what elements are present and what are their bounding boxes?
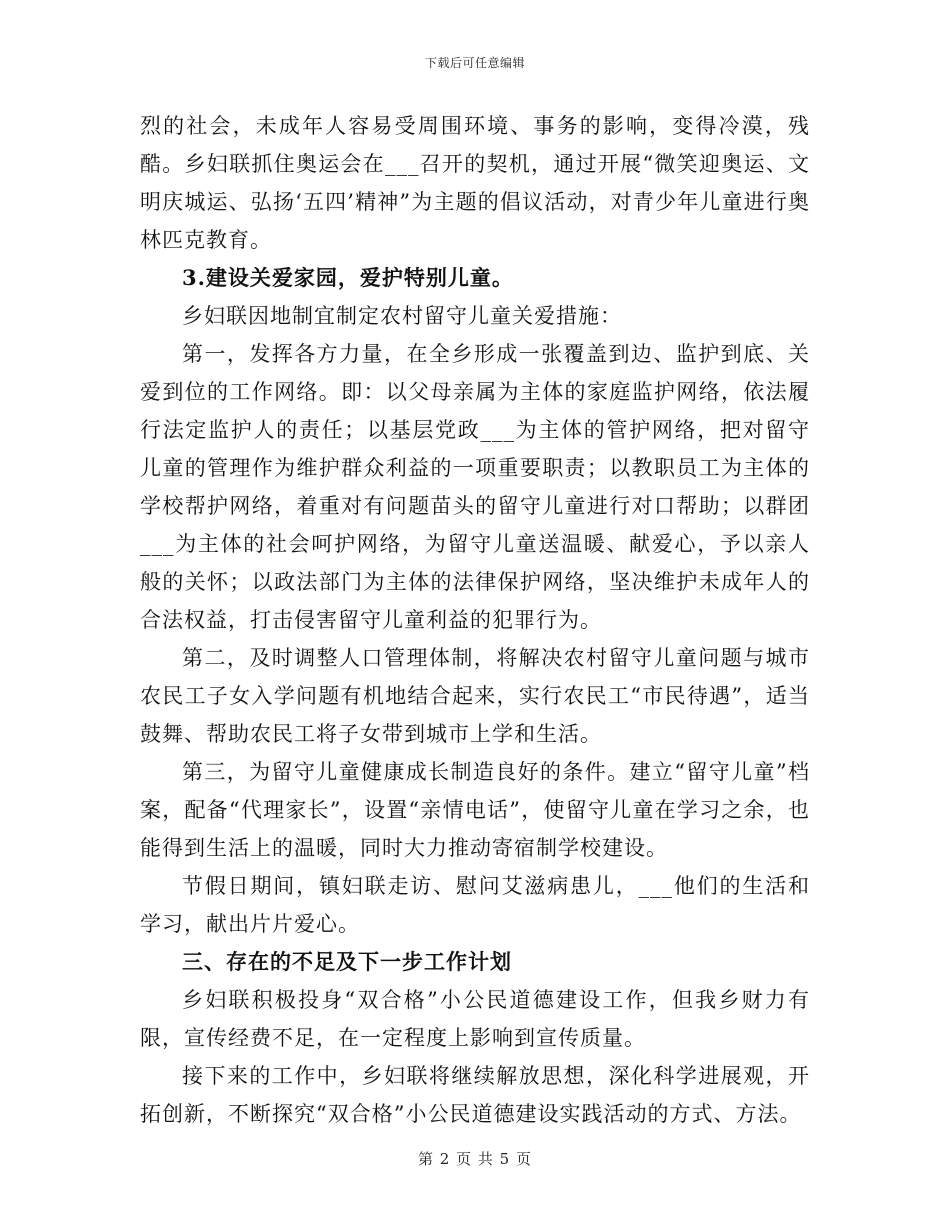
paragraph-second-measure: 第二，及时调整人口管理体制，将解决农村留守儿童问题与城市农民工子女入学问题有机地结合起来，实行农民工“市民待遇”，适当鼓舞、帮助农民工将子女带到城市上学和生活。 [140, 646, 810, 746]
paragraph-third-measure: 第三，为留守儿童健康成长制造良好的条件。建立“留守儿童”档案，配备“代理家长”，设置“亲情电话”，使留守儿童在学习之余，也能得到生活上的温暖，同时大力推动寄宿制学校建设。 [140, 760, 810, 860]
paragraph-first-measure: 第一，发挥各方力量，在全乡形成一张覆盖到边、监护到底、关爱到位的工作网络。即：以父母亲属为主体的家庭监护网络，依法履行法定监护人的责任；以基层党政___为主体的管护网络，把对留守儿童的管理作为维护群众利益的一项重要职责；以教职员工为主体的学校帮护网络，着重对有问题苗头的留守儿童进行对口帮助；以群团___为主体的社会呵护网络，为留守儿童送温暖、献爱心，予以亲人般的关怀；以政法部门为主体的法律保护网络，坚决维护未成年人的合法权益，打击侵害留守儿童利益的犯罪行为。 [140, 342, 810, 632]
page-header: 下载后可任意编辑 [424, 56, 525, 70]
paragraph-next-steps: 接下来的工作中，乡妇联将继续解放思想，深化科学进展观，开拓创新，不断探究“双合格”小公民道德建设实践活动的方式、方法。 [140, 1064, 810, 1126]
paragraph-shortcomings: 乡妇联积极投身“双合格”小公民道德建设工作，但我乡财力有限，宣传经费不足，在一定程度上影响到宣传质量。 [140, 988, 810, 1050]
section-heading-care-home: 3.建设关爱家园，爱护特别儿童。 [182, 265, 514, 290]
paragraph-olympic-education: 烈的社会，未成年人容易受周围环境、事务的影响，变得冷漠，残酷。乡妇联抓住奥运会在___召开的契机，通过开展“微笑迎奥运、文明庆城运、弘扬‘五四’精神”为主题的倡议活动，对青少年儿童进行奥林匹克教育。 [140, 114, 810, 252]
paragraph-holiday-visits: 节假日期间，镇妇联走访、慰问艾滋病患儿，___他们的生活和学习，献出片片爱心。 [140, 874, 810, 936]
document-body [140, 107, 810, 1133]
section-heading-shortcomings: 三、存在的不足及下一步工作计划 [182, 949, 512, 974]
page-footer: 第 2 页 共 5 页 [418, 1150, 532, 1168]
paragraph-care-measures-intro: 乡妇联因地制宜制定农村留守儿童关爱措施： [182, 304, 622, 328]
